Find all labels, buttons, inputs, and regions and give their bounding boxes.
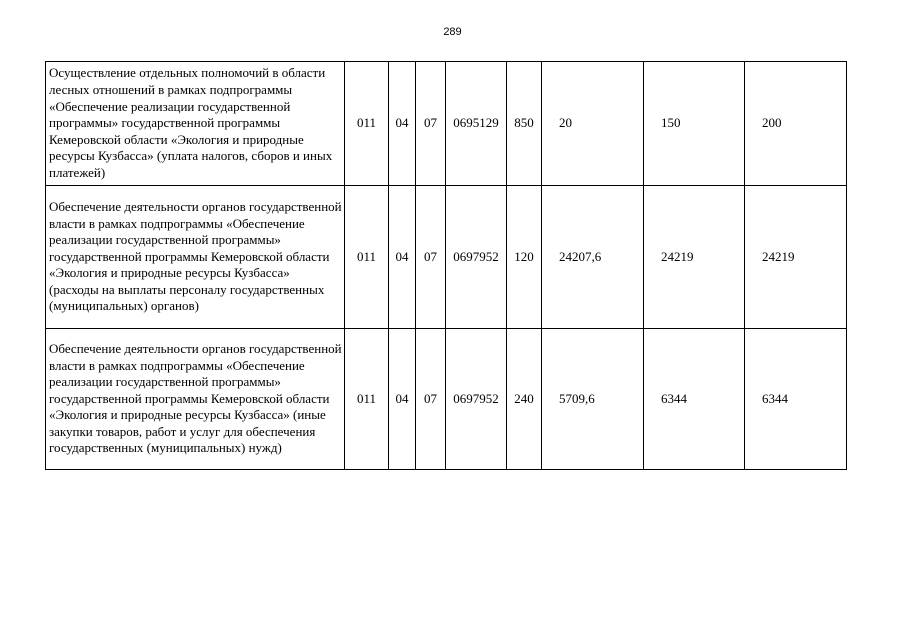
- amount-year-1: 24207,6: [542, 186, 644, 329]
- expense-type-code: 850: [507, 62, 542, 186]
- podrazdel-code: 07: [416, 329, 446, 470]
- budget-table: [45, 61, 847, 470]
- glava-code: 011: [345, 329, 389, 470]
- razdel-code: 04: [389, 329, 416, 470]
- amount-year-2: 24219: [644, 186, 745, 329]
- amount-year-3: 200: [745, 62, 847, 186]
- row-description: Осуществление отдельных полномочий в области лесных отношений в рамках подпрограммы «Обеспечение реализации государственной программы» государственной программы Кемеровской области «Экология и природные ресурсы Кузбасса» (уплата налогов, сборов и иных платежей): [46, 62, 345, 186]
- glava-code: 011: [345, 186, 389, 329]
- podrazdel-code: 07: [416, 62, 446, 186]
- target-article-code: 0695129: [446, 62, 507, 186]
- page-number: 289: [443, 26, 462, 38]
- razdel-code: 04: [389, 186, 416, 329]
- amount-year-3: 24219: [745, 186, 847, 329]
- glava-code: 011: [345, 62, 389, 186]
- table-row: [46, 62, 847, 186]
- razdel-code: 04: [389, 62, 416, 186]
- expense-type-code: 240: [507, 329, 542, 470]
- amount-year-3: 6344: [745, 329, 847, 470]
- expense-type-code: 120: [507, 186, 542, 329]
- amount-year-1: 5709,6: [542, 329, 644, 470]
- table-row: [46, 186, 847, 329]
- podrazdel-code: 07: [416, 186, 446, 329]
- row-description: Обеспечение деятельности органов государственной власти в рамках подпрограммы «Обеспечение реализации государственной программы» государственной программы Кемеровской области «Экология и природные ресурсы Кузбасса» (иные закупки товаров, работ и услуг для обеспечения государственных (муниципальных) нужд): [46, 329, 345, 470]
- table-row: [46, 329, 847, 470]
- target-article-code: 0697952: [446, 329, 507, 470]
- amount-year-2: 150: [644, 62, 745, 186]
- amount-year-1: 20: [542, 62, 644, 186]
- target-article-code: 0697952: [446, 186, 507, 329]
- amount-year-2: 6344: [644, 329, 745, 470]
- row-description: Обеспечение деятельности органов государственной власти в рамках подпрограммы «Обеспечение реализации государственной программы» государственной программы Кемеровской области «Экология и природные ресурсы Кузбасса» (расходы на выплаты персоналу государственных (муниципальных) органов): [46, 186, 345, 329]
